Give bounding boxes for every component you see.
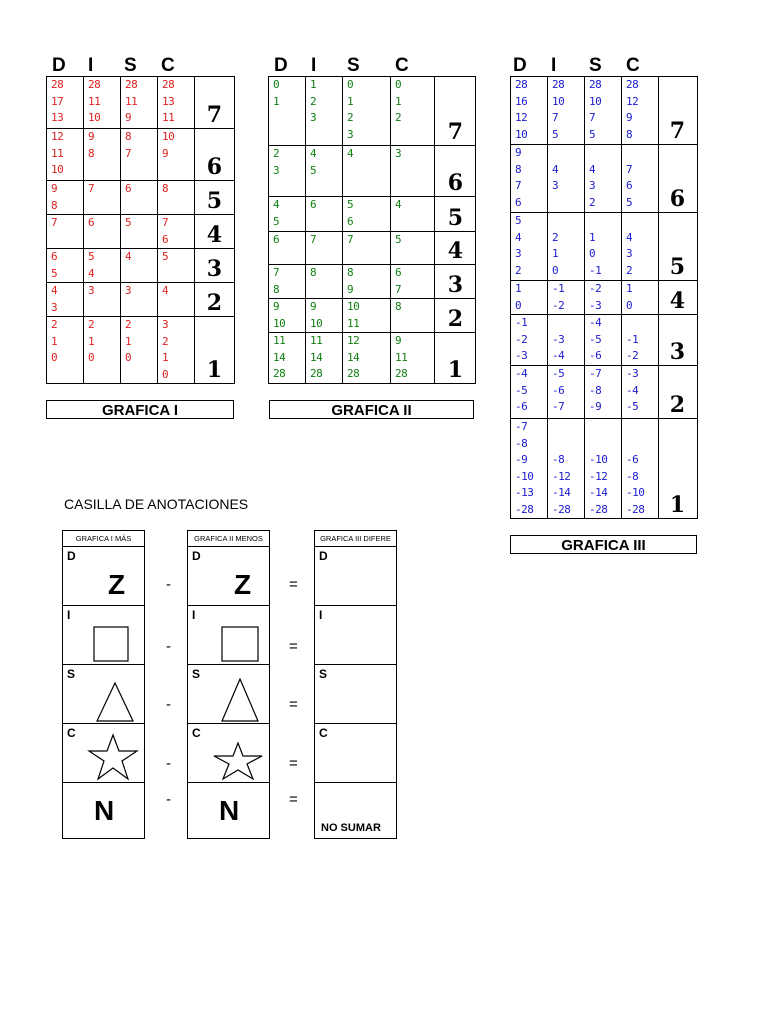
g3-cell: 2 1 0 xyxy=(548,213,585,281)
g2-cell: 7 xyxy=(306,232,343,265)
minus-sign: - xyxy=(166,638,171,655)
equals-sign: = xyxy=(289,755,298,772)
z-letter-icon: Z xyxy=(234,569,252,600)
minus-sign: - xyxy=(166,576,171,593)
g1-cell: 7 6 xyxy=(158,215,195,249)
g1-cell: 2 1 0 xyxy=(47,317,84,384)
equals-sign: = xyxy=(289,791,298,808)
g3-header-s: S xyxy=(589,55,602,76)
g3-cell: -4 -5 -6 xyxy=(585,315,622,366)
g2-level: 1 xyxy=(447,356,463,383)
square-icon xyxy=(93,626,129,662)
g1-cell: 2 1 0 xyxy=(121,317,158,384)
g2-cell: 8 xyxy=(391,299,435,333)
annotation-cell-n[interactable] xyxy=(63,783,144,838)
g3-cell: 5 4 3 2 xyxy=(511,213,548,281)
g1-cell: 28 17 13 xyxy=(47,77,84,129)
table-row xyxy=(511,213,698,281)
table-row xyxy=(269,232,476,265)
table-row xyxy=(269,77,476,146)
g3-cell: -4 -5 -6 xyxy=(511,366,548,419)
table-row xyxy=(511,419,698,519)
g3-cell: -3 -4 xyxy=(548,315,585,366)
triangle-icon xyxy=(95,682,135,722)
g1-cell: 8 7 xyxy=(121,129,158,181)
minus-sign: - xyxy=(166,755,171,772)
annotations-title: CASILLA DE ANOTACIONES xyxy=(64,496,249,512)
g3-level: 4 xyxy=(669,288,685,314)
g1-cell: 4 xyxy=(158,283,195,317)
g3-cell: 28 10 7 5 xyxy=(548,77,585,145)
row-letter-d: D xyxy=(67,549,76,563)
triangle-icon xyxy=(220,678,260,722)
g3-cell: 4 3 2 xyxy=(622,213,659,281)
row-letter-c: C xyxy=(192,726,201,740)
g3-level: 1 xyxy=(669,492,685,518)
g3-header-d: D xyxy=(513,55,527,76)
g2-cell: 9 11 28 xyxy=(391,333,435,384)
table-row xyxy=(47,181,235,215)
annotation-cell-n[interactable] xyxy=(188,783,269,838)
annotation-column-grafica-1 xyxy=(62,530,145,839)
table-row xyxy=(269,333,476,384)
g2-cell: 2 3 xyxy=(269,146,306,197)
table-row xyxy=(511,145,698,213)
g3-header-c: C xyxy=(626,55,640,76)
g3-cell: -10 -12 -14 -28 xyxy=(585,419,622,519)
row-letter-s: S xyxy=(319,667,328,681)
g1-cell: 7 xyxy=(84,181,121,215)
g3-cell: 9 8 7 6 xyxy=(511,145,548,213)
g2-header-c: C xyxy=(395,55,409,76)
grafica-2-caption: GRAFICA II xyxy=(269,400,474,419)
row-letter-c: C xyxy=(319,726,328,740)
n-letter-icon: N xyxy=(94,795,115,826)
g2-level: 2 xyxy=(447,306,463,332)
g2-cell: 9 10 xyxy=(306,299,343,333)
g3-cell: 28 12 9 8 xyxy=(622,77,659,145)
g3-cell: -3 -4 -5 xyxy=(622,366,659,419)
g2-cell: 4 5 xyxy=(269,197,306,232)
g2-cell: 12 14 28 xyxy=(343,333,391,384)
g2-level: 6 xyxy=(447,170,463,196)
annotation-cell-d[interactable] xyxy=(315,547,396,606)
table-row xyxy=(269,197,476,232)
g1-cell: 8 xyxy=(158,181,195,215)
g1-cell: 5 xyxy=(158,249,195,283)
g1-cell: 6 xyxy=(84,215,121,249)
table-row xyxy=(47,283,235,317)
g2-header-d: D xyxy=(274,55,288,76)
g2-cell: 6 xyxy=(306,197,343,232)
equals-sign: = xyxy=(289,696,298,713)
g3-cell: 28 16 12 10 xyxy=(511,77,548,145)
g1-cell: 2 1 0 xyxy=(84,317,121,384)
g2-cell: 9 10 xyxy=(269,299,306,333)
g2-cell: 4 xyxy=(343,146,391,197)
g1-cell: 6 xyxy=(121,181,158,215)
g1-cell: 28 13 11 xyxy=(158,77,195,129)
g3-cell: 1 0 xyxy=(511,281,548,315)
g3-cell: 4 3 xyxy=(548,145,585,213)
annotation-cell-n[interactable] xyxy=(315,783,396,838)
annotation-cell-c[interactable] xyxy=(188,724,269,783)
annotation-cell-s[interactable] xyxy=(63,665,144,724)
g1-cell: 28 11 9 xyxy=(121,77,158,129)
annotation-col1-header: GRAFICA I MÁS xyxy=(63,531,144,547)
row-letter-s: S xyxy=(67,667,76,681)
minus-sign: - xyxy=(166,791,171,808)
grafica-2-table xyxy=(268,76,476,384)
row-letter-d: D xyxy=(192,549,201,563)
z-letter-icon: Z xyxy=(108,569,126,600)
table-row xyxy=(47,249,235,283)
g1-cell: 3 xyxy=(121,283,158,317)
g3-cell: 1 0 -1 xyxy=(585,213,622,281)
g2-cell: 6 7 xyxy=(391,265,435,299)
g2-cell: 7 xyxy=(343,232,391,265)
annotation-column-grafica-3 xyxy=(314,530,397,839)
grafica-3-caption: GRAFICA III xyxy=(510,535,697,554)
g1-level: 4 xyxy=(206,222,222,248)
g2-level: 7 xyxy=(447,119,463,145)
annotation-col2-header: GRAFICA II MENOS xyxy=(188,531,269,547)
annotation-cell-i[interactable] xyxy=(315,606,396,665)
table-row xyxy=(269,146,476,197)
g1-header-i: I xyxy=(88,55,94,76)
g1-level: 1 xyxy=(206,357,222,383)
g2-cell: 11 14 28 xyxy=(306,333,343,384)
table-row xyxy=(47,215,235,249)
annotation-cell-c[interactable] xyxy=(315,724,396,783)
g2-cell: 0 1 2 xyxy=(391,77,435,146)
g2-cell: 3 xyxy=(391,146,435,197)
table-row xyxy=(269,265,476,299)
annotation-cell-s[interactable] xyxy=(315,665,396,724)
g3-level: 7 xyxy=(669,118,685,144)
g1-level: 5 xyxy=(206,188,222,214)
g3-level: 2 xyxy=(669,392,685,418)
g2-cell: 5 xyxy=(391,232,435,265)
g3-cell: -5 -6 -7 xyxy=(548,366,585,419)
annotation-cell-d[interactable] xyxy=(188,547,269,606)
g2-level: 5 xyxy=(447,205,463,231)
g1-cell: 4 xyxy=(121,249,158,283)
table-row xyxy=(511,366,698,419)
annotation-cell-s[interactable] xyxy=(188,665,269,724)
g2-header-i: I xyxy=(311,55,317,76)
g2-cell: 0 1 xyxy=(269,77,306,146)
row-letter-c: C xyxy=(67,726,76,740)
g2-cell: 10 11 xyxy=(343,299,391,333)
g1-cell: 7 xyxy=(47,215,84,249)
g3-cell: -1 -2 -3 xyxy=(511,315,548,366)
g3-cell: -7 -8 -9 -10 -13 -28 xyxy=(511,419,548,519)
g2-cell: 4 5 xyxy=(306,146,343,197)
table-row xyxy=(511,77,698,145)
annotation-column-grafica-2 xyxy=(187,530,270,839)
g3-cell: 1 0 xyxy=(622,281,659,315)
n-letter-icon: N xyxy=(219,795,240,826)
annotation-col3-header: GRAFICA III DIFERE xyxy=(315,531,396,547)
g1-cell: 6 5 xyxy=(47,249,84,283)
g2-cell: 1 2 3 xyxy=(306,77,343,146)
g1-cell: 10 9 xyxy=(158,129,195,181)
g1-header-d: D xyxy=(52,55,66,76)
table-row xyxy=(47,317,235,384)
table-row xyxy=(511,315,698,366)
annotation-cell-i[interactable] xyxy=(188,606,269,665)
row-letter-s: S xyxy=(192,667,201,681)
annotation-cell-i[interactable] xyxy=(63,606,144,665)
g1-header-c: C xyxy=(161,55,175,76)
g3-cell: -2 -3 xyxy=(585,281,622,315)
g3-cell: -8 -12 -14 -28 xyxy=(548,419,585,519)
g3-cell: 4 3 2 xyxy=(585,145,622,213)
g3-cell: 7 6 5 xyxy=(622,145,659,213)
g2-cell: 6 xyxy=(269,232,306,265)
g3-header-i: I xyxy=(551,55,557,76)
g3-level: 5 xyxy=(669,254,685,280)
g1-cell: 5 4 xyxy=(84,249,121,283)
g2-level: 3 xyxy=(447,272,463,298)
g2-cell: 8 xyxy=(306,265,343,299)
no-sumar-label: NO SUMAR xyxy=(321,822,381,834)
g1-cell: 9 8 xyxy=(47,181,84,215)
row-letter-i: I xyxy=(67,608,71,622)
annotation-cell-c[interactable] xyxy=(63,724,144,783)
g3-cell: -1 -2 xyxy=(622,315,659,366)
grafica-1-caption: GRAFICA I xyxy=(46,400,234,419)
g2-cell: 11 14 28 xyxy=(269,333,306,384)
g2-cell: 4 xyxy=(391,197,435,232)
table-row xyxy=(269,299,476,333)
g1-level: 2 xyxy=(206,290,222,316)
g1-cell: 3 2 1 0 xyxy=(158,317,195,384)
g2-cell: 5 6 xyxy=(343,197,391,232)
g3-level: 6 xyxy=(669,186,685,212)
g1-level: 7 xyxy=(206,102,222,128)
table-row xyxy=(47,129,235,181)
grafica-3-table xyxy=(510,76,698,519)
g3-level: 3 xyxy=(669,339,685,365)
grafica-1-table xyxy=(46,76,235,384)
g3-cell: 28 10 7 5 xyxy=(585,77,622,145)
row-letter-i: I xyxy=(319,608,323,622)
g1-level: 3 xyxy=(206,256,222,282)
minus-sign: - xyxy=(166,696,171,713)
g3-cell: -7 -8 -9 xyxy=(585,366,622,419)
g1-level: 6 xyxy=(206,154,222,180)
g2-cell: 7 8 xyxy=(269,265,306,299)
g1-cell: 12 11 10 xyxy=(47,129,84,181)
g1-header-s: S xyxy=(124,55,137,76)
g2-cell: 8 9 xyxy=(343,265,391,299)
table-row xyxy=(511,281,698,315)
square-icon xyxy=(221,626,259,662)
annotation-cell-d[interactable] xyxy=(63,547,144,606)
equals-sign: = xyxy=(289,576,298,593)
star-icon xyxy=(212,741,264,781)
g1-cell: 4 3 xyxy=(47,283,84,317)
g1-cell: 9 8 xyxy=(84,129,121,181)
g1-cell: 3 xyxy=(84,283,121,317)
g1-cell: 28 11 10 xyxy=(84,77,121,129)
row-letter-d: D xyxy=(319,549,328,563)
g3-cell: -1 -2 xyxy=(548,281,585,315)
table-row xyxy=(47,77,235,129)
g2-header-s: S xyxy=(347,55,360,76)
row-letter-i: I xyxy=(192,608,196,622)
star-icon xyxy=(87,733,139,781)
g2-level: 4 xyxy=(447,238,463,264)
g3-cell: -6 -8 -10 -28 xyxy=(622,419,659,519)
g1-cell: 5 xyxy=(121,215,158,249)
g2-cell: 0 1 2 3 xyxy=(343,77,391,146)
equals-sign: = xyxy=(289,638,298,655)
